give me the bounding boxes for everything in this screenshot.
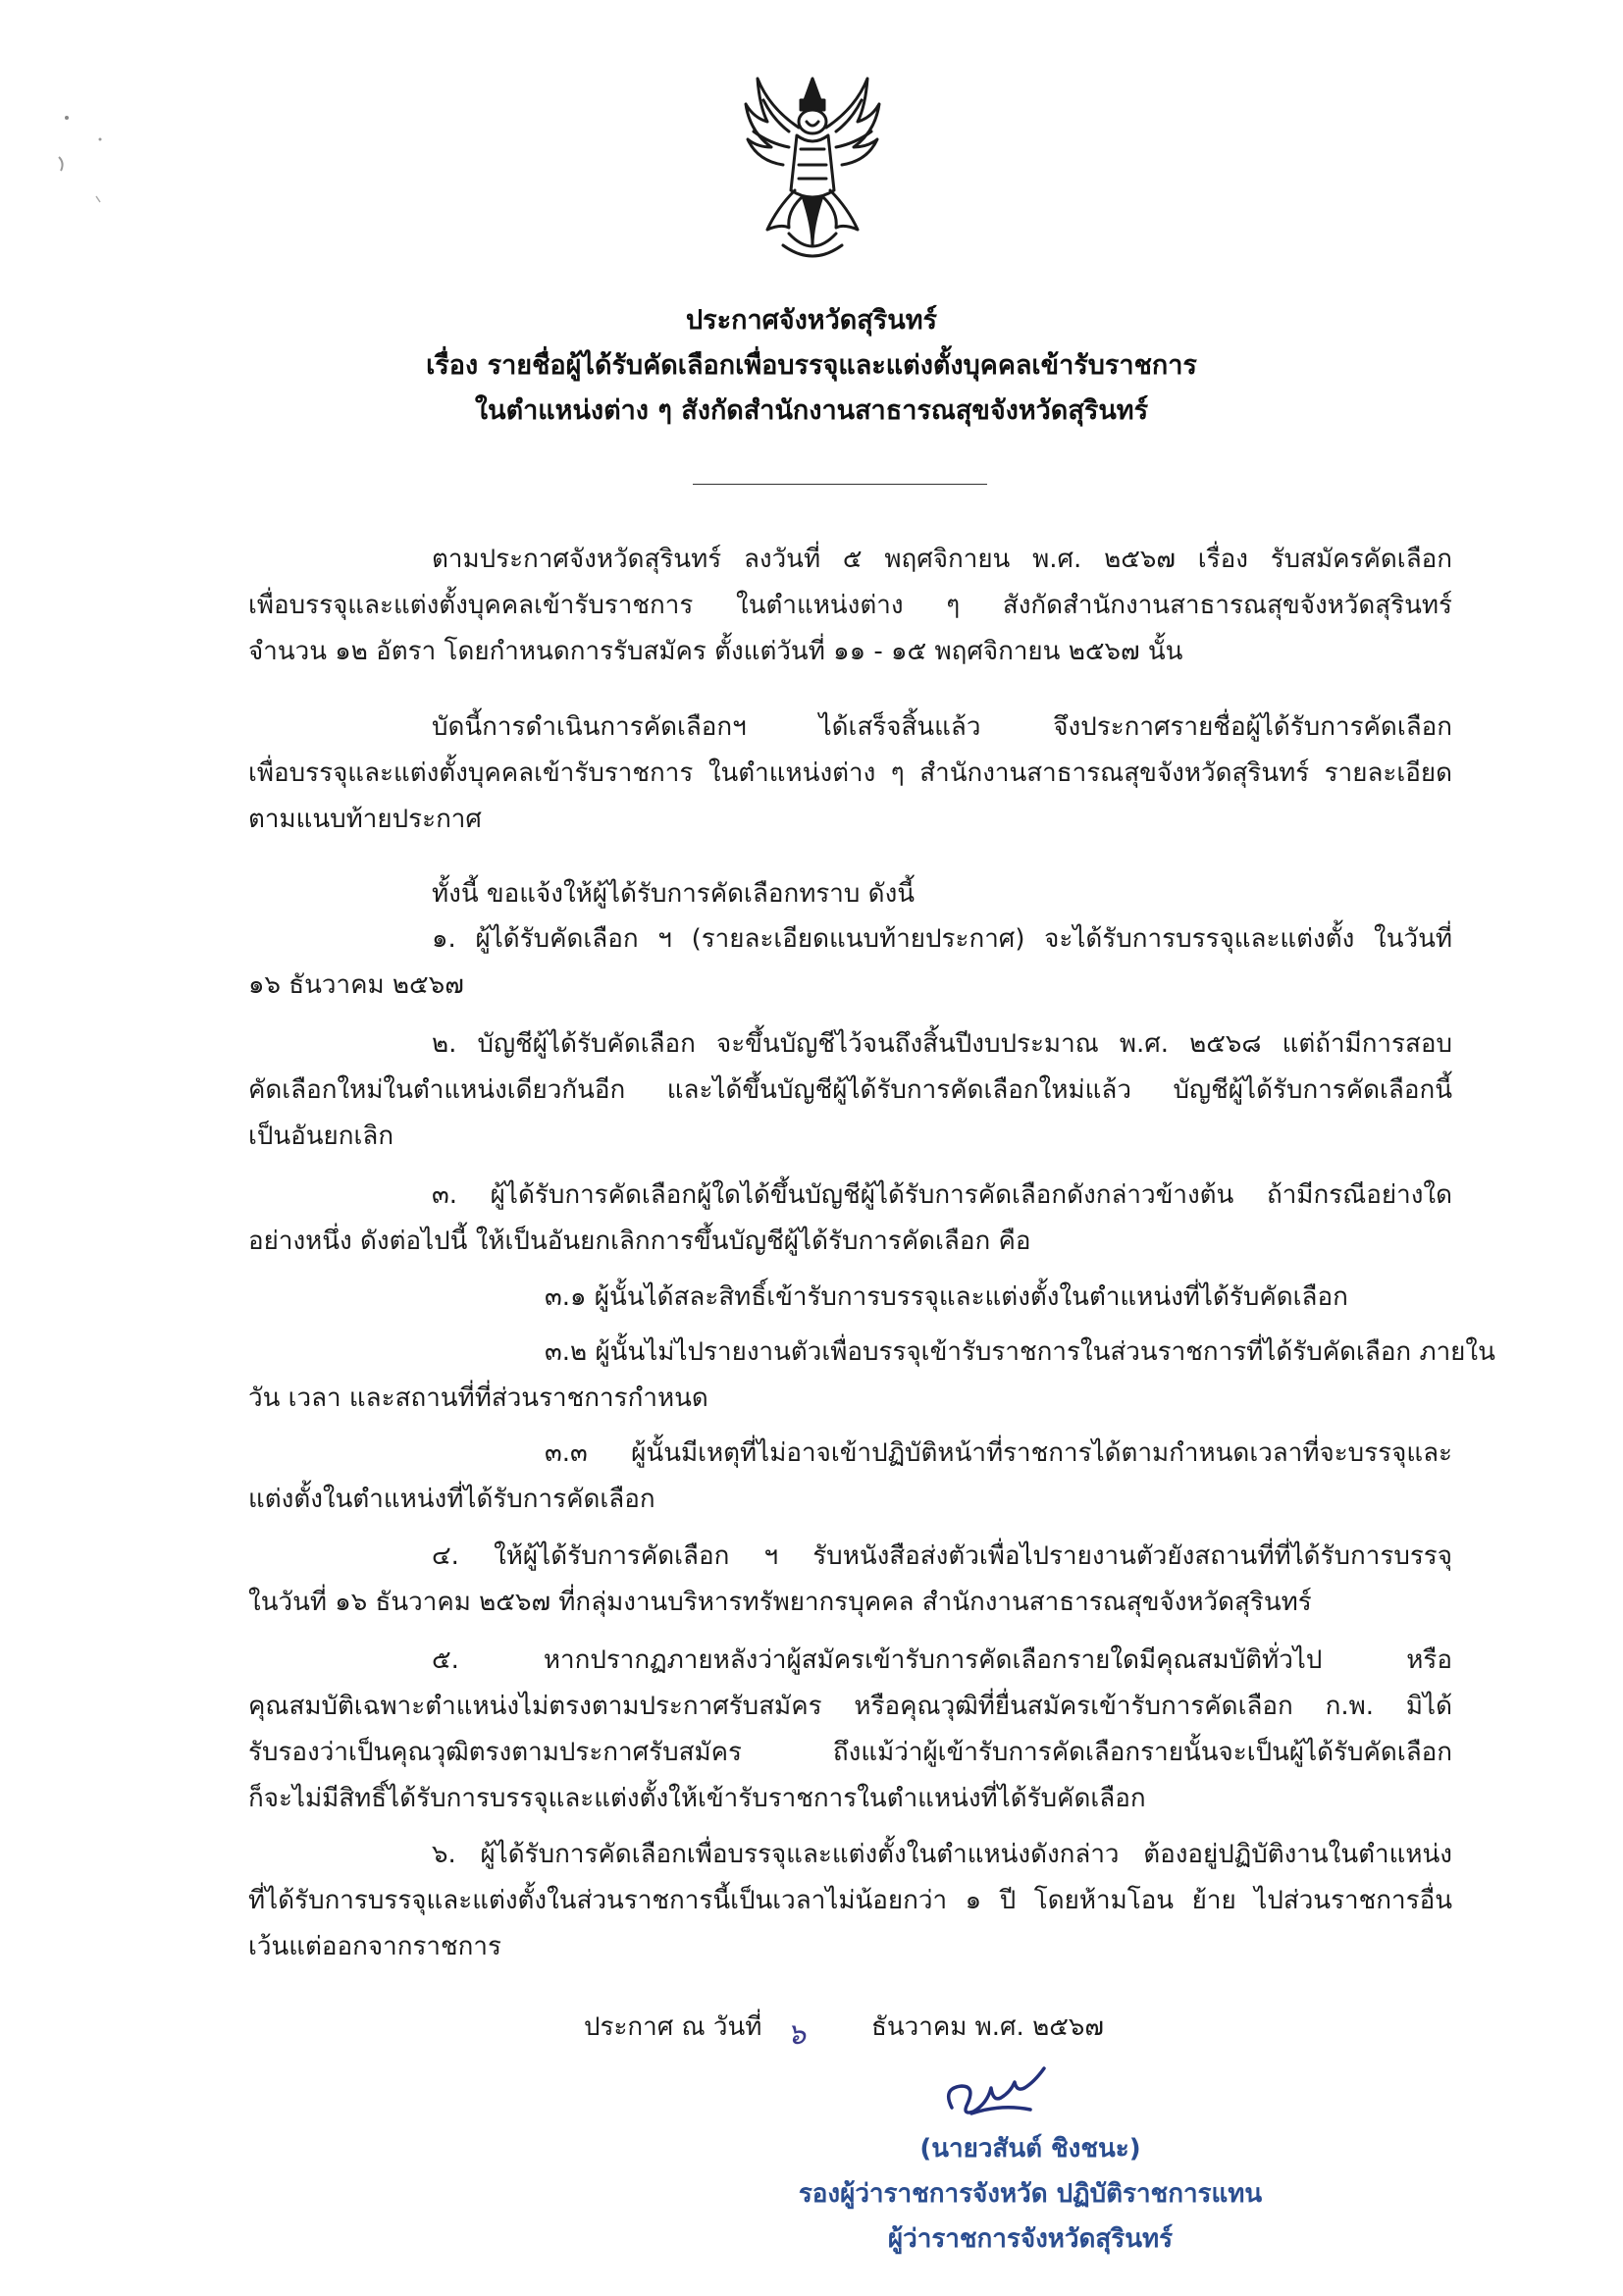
garuda-emblem-icon <box>734 71 891 267</box>
announcement-title: ประกาศจังหวัดสุรินทร์ <box>685 305 938 336</box>
item-5-line-2: คุณสมบัติเฉพาะตำแหน่งไม่ตรงตามประกาศรับสมัคร หรือคุณวุฒิที่ยื่นสมัครเข้ารับการคัดเลือก ก.พ. มิได้ <box>248 1692 1452 1721</box>
item-4-line-2: ในวันที่ ๑๖ ธันวาคม ๒๕๖๗ ที่กลุ่มงานบริหารทรัพยากรบุคคล สำนักงานสาธารณสุขจังหวัดสุรินทร์ <box>248 1588 1312 1617</box>
item-6-line-3: เว้นแต่ออกจากราชการ <box>248 1932 501 1961</box>
paragraph-2-line-2: เพื่อบรรจุและแต่งตั้งบุคคลเข้ารับราชการ ในตำแหน่งต่าง ๆ สำนักงานสาธารณสุขจังหวัดสุรินทร์ รายละเอียด <box>248 758 1452 788</box>
paragraph-2-line-1: บัดนี้การดำเนินการคัดเลือกฯ ได้เสร็จสิ้นแล้ว จึงประกาศรายชื่อผู้ได้รับการคัดเลือก <box>432 712 1452 742</box>
item-3-1: ๓.๑ ผู้นั้นได้สละสิทธิ์เข้ารับการบรรจุและแต่งตั้งในตำแหน่งที่ได้รับคัดเลือก <box>545 1282 1348 1312</box>
signer-name: (นายวสันต์ ชิงชนะ) <box>919 2134 1141 2164</box>
item-3-3-line-1: ๓.๓ ผู้นั้นมีเหตุที่ไม่อาจเข้าปฏิบัติหน้าที่ราชการได้ตามกำหนดเวลาที่จะบรรจุและ <box>545 1438 1452 1468</box>
signer-title-line-2: ผู้ว่าราชการจังหวัดสุรินทร์ <box>887 2224 1174 2254</box>
announce-date-day-handwritten: ๖ <box>787 2017 807 2052</box>
handwritten-signature-icon <box>932 2059 1079 2137</box>
announce-date-prefix: ประกาศ ณ วันที่ <box>584 2012 762 2042</box>
item-3-line-2: อย่างหนึ่ง ดังต่อไปนี้ ให้เป็นอันยกเลิกการขึ้นบัญชีผู้ได้รับการคัดเลือก คือ <box>248 1226 1031 1256</box>
item-5-line-1: ๕. หากปรากฏภายหลังว่าผู้สมัครเข้ารับการคัดเลือกรายใดมีคุณสมบัติทั่วไป หรือ <box>432 1645 1452 1675</box>
item-2-line-3: เป็นอันยกเลิก <box>248 1122 394 1151</box>
item-1-line-1: ๑. ผู้ได้รับคัดเลือก ฯ (รายละเอียดแนบท้ายประกาศ) จะได้รับการบรรจุและแต่งตั้ง ในวันที่ <box>432 924 1452 954</box>
signer-title-line-1: รองผู้ว่าราชการจังหวัด ปฏิบัติราชการแทน <box>798 2179 1263 2209</box>
paragraph-3: ทั้งนี้ ขอแจ้งให้ผู้ได้รับการคัดเลือกทราบ ดังนี้ <box>432 879 916 909</box>
item-6-line-1: ๖. ผู้ได้รับการคัดเลือกเพื่อบรรจุและแต่งตั้งในตำแหน่งดังกล่าว ต้องอยู่ปฏิบัติงานในตำแหน่ง <box>432 1840 1452 1869</box>
item-5-line-3: รับรองว่าเป็นคุณวุฒิตรงตามประกาศรับสมัคร ถึงแม้ว่าผู้เข้ารับการคัดเลือกรายนั้นจะเป็นผู้ได้รับคัดเลือก <box>248 1738 1452 1767</box>
item-3-2-line-2: วัน เวลา และสถานที่ที่ส่วนราชการกำหนด <box>248 1383 708 1413</box>
item-3-line-1: ๓. ผู้ได้รับการคัดเลือกผู้ใดได้ขึ้นบัญชีผู้ได้รับการคัดเลือกดังกล่าวข้างต้น ถ้ามีกรณีอย่างใด <box>432 1180 1452 1210</box>
item-1-line-2: ๑๖ ธันวาคม ๒๕๖๗ <box>248 970 464 1000</box>
announce-date-month-year: ธันวาคม พ.ศ. ๒๕๖๗ <box>871 2012 1104 2042</box>
item-5-line-4: ก็จะไม่มีสิทธิ์ได้รับการบรรจุและแต่งตั้งให้เข้ารับราชการในตำแหน่งที่ได้รับคัดเลือก <box>248 1784 1146 1813</box>
item-4-line-1: ๔. ให้ผู้ได้รับการคัดเลือก ฯ รับหนังสือส่งตัวเพื่อไปรายงานตัวยังสถานที่ที่ได้รับการบรรจุ <box>432 1541 1452 1571</box>
paragraph-1-line-3: จำนวน ๑๒ อัตรา โดยกำหนดการรับสมัคร ตั้งแต่วันที่ ๑๑ - ๑๕ พฤศจิกายน ๒๕๖๗ นั้น <box>248 637 1183 666</box>
announcement-subject-line-2: ในตำแหน่งต่าง ๆ สังกัดสำนักงานสาธารณสุขจังหวัดสุรินทร์ <box>474 395 1149 426</box>
paragraph-2-line-3: ตามแนบท้ายประกาศ <box>248 805 482 834</box>
announcement-subject-line-1: เรื่อง รายชื่อผู้ได้รับคัดเลือกเพื่อบรรจุและแต่งตั้งบุคคลเข้ารับราชการ <box>426 350 1197 381</box>
announcement-heading <box>0 301 1623 431</box>
item-3-2-line-1: ๓.๒ ผู้นั้นไม่ไปรายงานตัวเพื่อบรรจุเข้ารับราชการในส่วนราชการที่ได้รับคัดเลือก ภายใน <box>545 1337 1495 1367</box>
item-2-line-1: ๒. บัญชีผู้ได้รับคัดเลือก จะขึ้นบัญชีไว้จนถึงสิ้นปีงบประมาณ พ.ศ. ๒๕๖๘ แต่ถ้ามีการสอบ <box>432 1029 1452 1059</box>
item-2-line-2: คัดเลือกใหม่ในตำแหน่งเดียวกันอีก และได้ขึ้นบัญชีผู้ได้รับการคัดเลือกใหม่แล้ว บัญชีผู้ได้รับการคัดเลือกนี้ <box>248 1075 1452 1105</box>
paragraph-1-line-1: ตามประกาศจังหวัดสุรินทร์ ลงวันที่ ๕ พฤศจิกายน พ.ศ. ๒๕๖๗ เรื่อง รับสมัครคัดเลือก <box>432 545 1452 574</box>
item-3-3-line-2: แต่งตั้งในตำแหน่งที่ได้รับการคัดเลือก <box>248 1485 655 1514</box>
signer-block <box>687 2129 1374 2259</box>
paragraph-1-line-2: เพื่อบรรจุและแต่งตั้งบุคคลเข้ารับราชการ ในตำแหน่งต่าง ๆ สังกัดสำนักงานสาธารณสุขจังหวัดสุรินทร์ <box>248 591 1452 620</box>
heading-divider <box>693 484 987 485</box>
scan-noise-marks <box>39 98 128 216</box>
item-6-line-2: ที่ได้รับการบรรจุและแต่งตั้งในส่วนราชการนี้เป็นเวลาไม่น้อยกว่า ๑ ปี โดยห้ามโอน ย้าย ไปส่วนราชการอื่น <box>248 1886 1452 1915</box>
